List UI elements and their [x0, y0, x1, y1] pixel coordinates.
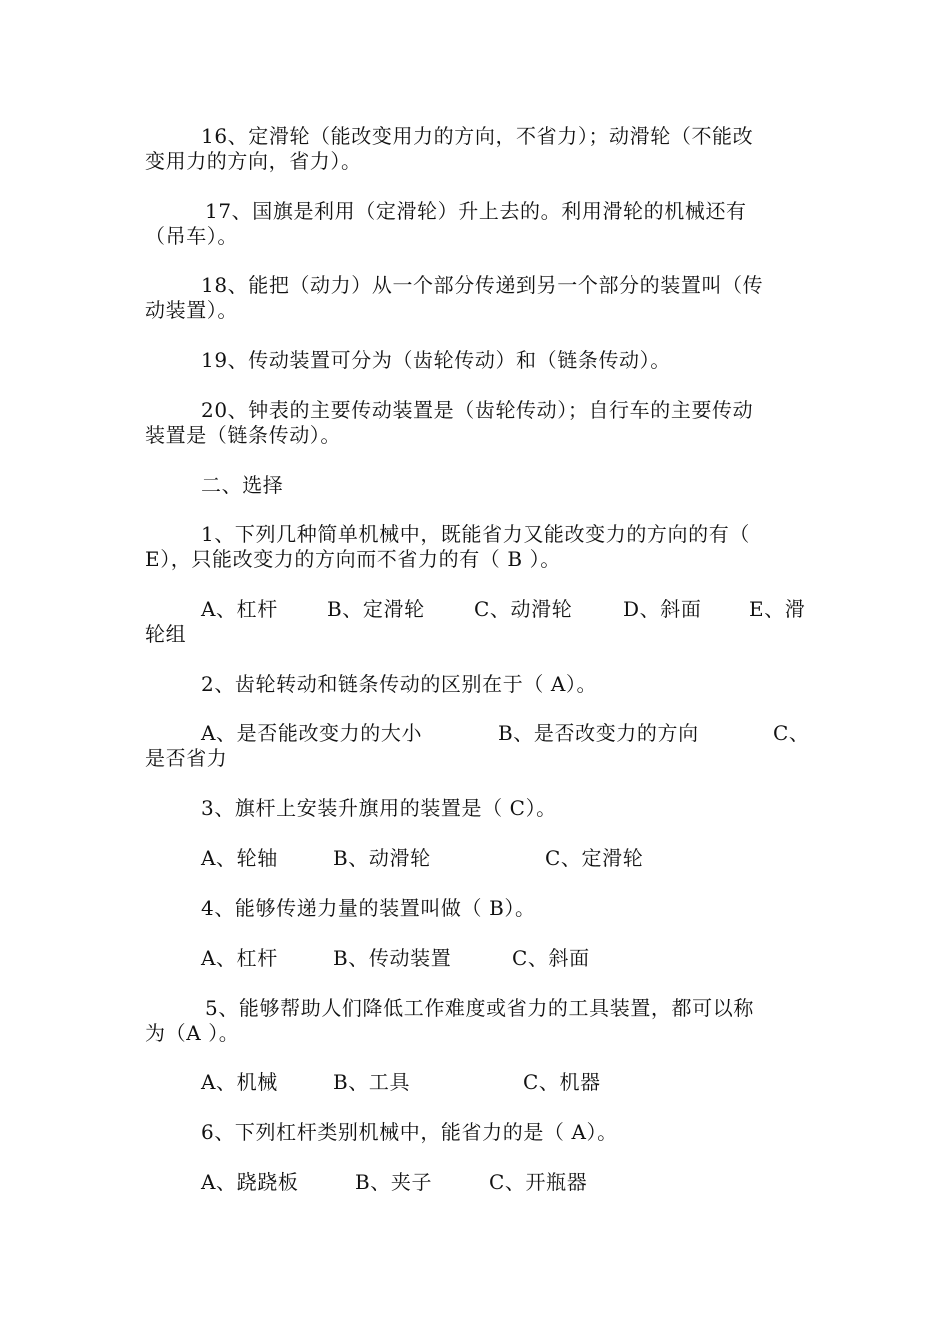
choice-question-2	[145, 672, 810, 697]
option-d: D、斜面	[623, 597, 702, 621]
item-text-line: 17、国旗是利用（定滑轮）升上去的。利用滑轮的机械还有	[205, 199, 747, 223]
option-a: A、杠杆	[201, 946, 278, 970]
item-text-line: 变用力的方向，省力）。	[145, 149, 362, 173]
question-text-line: E），只能改变力的方向而不省力的有（ B ）。	[145, 547, 561, 571]
option-c: C、动滑轮	[474, 597, 573, 621]
fill-blank-item-17	[145, 199, 810, 249]
item-text-line: 19、传动装置可分为（齿轮传动）和（链条传动）。	[201, 348, 671, 372]
option-a: A、轮轴	[201, 846, 278, 870]
section-heading	[145, 473, 810, 498]
choice-options-2-wrap	[145, 746, 810, 771]
item-text-line: （吊车）。	[145, 224, 238, 248]
option-b: B、工具	[333, 1070, 411, 1094]
option-b: B、是否改变力的方向	[498, 721, 699, 745]
option-c: C、开瓶器	[489, 1170, 588, 1194]
choice-question-4	[145, 896, 810, 921]
item-text-line: 16、定滑轮（能改变用力的方向，不省力）；动滑轮（不能改	[201, 124, 754, 148]
option-c: C、斜面	[512, 946, 590, 970]
choice-question-6	[145, 1120, 810, 1145]
fill-blank-item-18	[145, 273, 810, 323]
item-text-line: 20、钟表的主要传动装置是（齿轮传动）；自行车的主要传动	[201, 398, 754, 422]
question-text-line: 4、能够传递力量的装置叫做（ B）。	[201, 896, 536, 920]
question-text-line: 3、旗杆上安装升旗用的装置是（ C）。	[201, 796, 557, 820]
question-text-line: 2、齿轮转动和链条传动的区别在于（ A）。	[201, 672, 598, 696]
option-b: B、动滑轮	[333, 846, 431, 870]
option-wrap-text: 轮组	[145, 622, 187, 646]
choice-question-5	[145, 996, 810, 1046]
section-heading-text: 二、选择	[201, 473, 284, 497]
option-b: B、定滑轮	[327, 597, 425, 621]
item-text-line: 装置是（链条传动）。	[145, 423, 341, 447]
option-a: A、杠杆	[201, 597, 278, 621]
option-c: C、机器	[523, 1070, 601, 1094]
item-text-line: 18、能把（动力）从一个部分传递到另一个部分的装置叫（传	[201, 273, 764, 297]
option-a: A、机械	[201, 1070, 278, 1094]
option-c: C、	[773, 721, 810, 745]
choice-options-1-wrap	[145, 622, 810, 647]
question-text-line: 1、下列几种简单机械中，既能省力又能改变力的方向的有（	[201, 522, 750, 546]
fill-blank-item-19	[145, 348, 810, 373]
question-text-line: 为（A ）。	[145, 1021, 240, 1045]
option-c: C、定滑轮	[545, 846, 644, 870]
option-wrap-text: 是否省力	[145, 746, 228, 770]
option-b: B、夹子	[355, 1170, 433, 1194]
option-e: E、滑	[749, 597, 806, 621]
option-a: A、是否能改变力的大小	[201, 721, 423, 745]
item-text-line: 动装置）。	[145, 298, 238, 322]
choice-question-1	[145, 522, 810, 572]
fill-blank-item-16	[145, 124, 810, 174]
question-text-line: 5、能够帮助人们降低工作难度或省力的工具装置，都可以称	[205, 996, 754, 1020]
fill-blank-item-20	[145, 398, 810, 448]
option-b: B、传动装置	[333, 946, 452, 970]
question-text-line: 6、下列杠杆类别机械中，能省力的是（ A）。	[201, 1120, 618, 1144]
choice-question-3	[145, 796, 810, 821]
option-a: A、跷跷板	[201, 1170, 299, 1194]
